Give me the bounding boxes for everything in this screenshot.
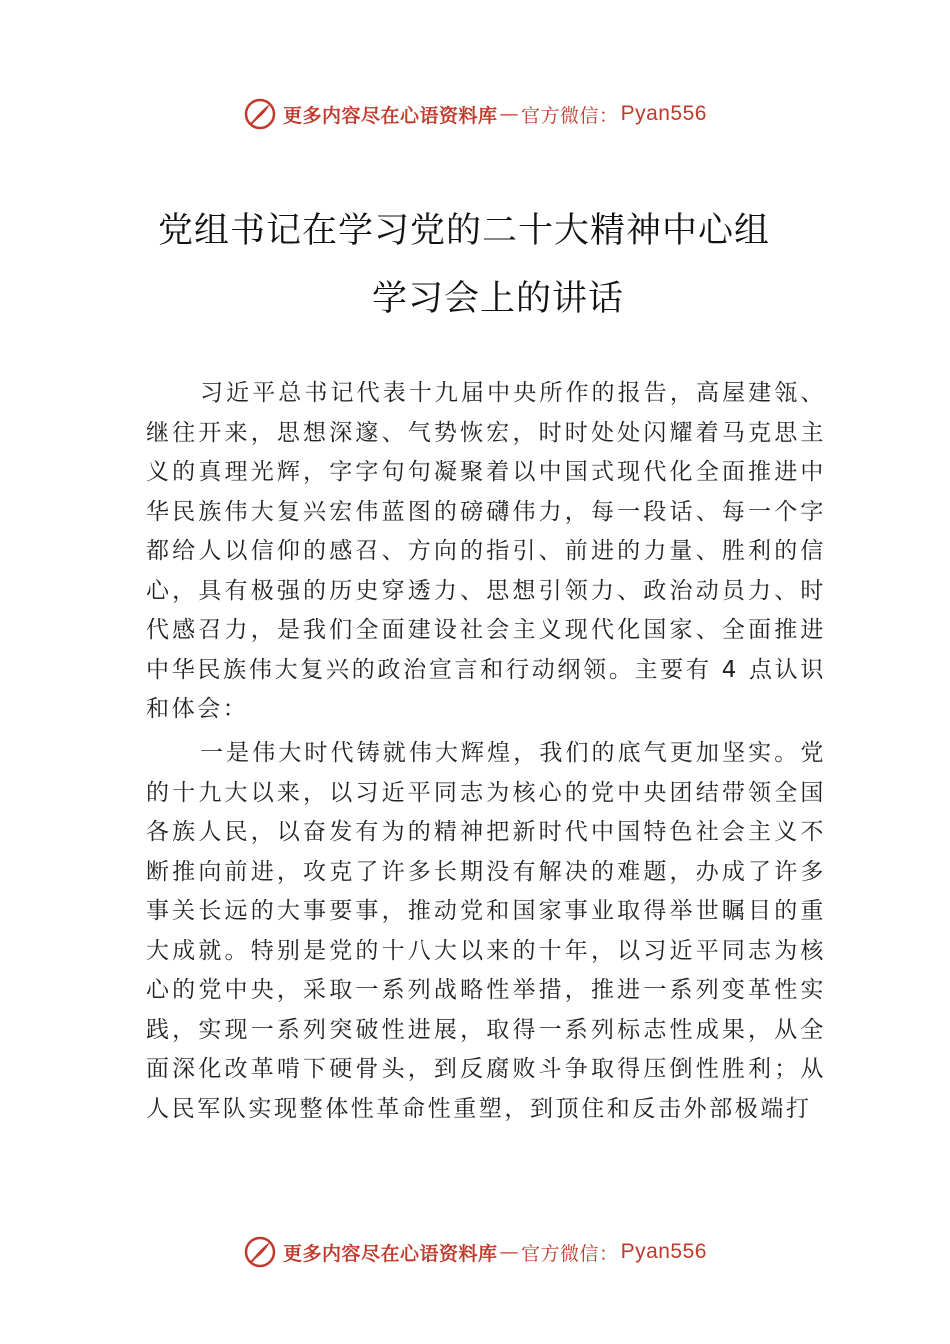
header-banner (0, 94, 950, 134)
banner-wechat-id: Pyan556 (620, 1240, 707, 1263)
feather-pen-logo-icon (243, 97, 277, 131)
banner-separator: — (499, 103, 520, 125)
banner-wechat-id: Pyan556 (620, 102, 707, 125)
banner-wechat-label: 官方微信： (521, 1242, 619, 1265)
body-paragraph-1: 习近平总书记代表十九届中央所作的报告，高屋建瓴、继往开来，思想深邃、气势恢宏，时时处处闪耀着马克思主义的真理光辉，字字句句凝聚着以中国式现代化全面推进中华民族伟大复兴宏伟蓝图的磅礴伟力，每一段话、每一个字都给人以信仰的感召、方向的指引、前进的力量、胜利的信心，具有极强的历史穿透力、思想引领力、政治动员力、时代感召力，是我们全面建设社会主义现代化国家、全面推进中华民族伟大复兴的政治宣言和行动纲领。主要有 4 点认识和体会： (146, 380, 826, 722)
body-paragraph-2: 一是伟大时代铸就伟大辉煌，我们的底气更加坚实。党的十九大以来，以习近平同志为核心的党中央团结带领全国各族人民，以奋发有为的精神把新时代中国特色社会主义不断推向前进，攻克了许多长期没有解决的难题，办成了许多事关长远的大事要事，推动党和国家事业取得举世瞩目的重大成就。特别是党的十八大以来的十年，以习近平同志为核心的党中央，采取一系列战略性举措，推进一系列变革性实践，实现一系列突破性进展，取得一系列标志性成果，从全面深化改革啃下硬骨头，到反腐败斗争取得压倒性胜利；从人民军队实现整体性革命性重塑，到顶住和反击外部极端打 (146, 740, 826, 1122)
footer-banner (0, 1232, 950, 1272)
document-title-line-1: 党组书记在学习党的二十大精神中心组 (158, 211, 771, 251)
banner-separator: — (499, 1241, 520, 1263)
banner-main-text: 更多内容尽在心语资料库 (283, 1242, 498, 1265)
banner-main-text: 更多内容尽在心语资料库 (283, 104, 498, 127)
document-title-line-2: 学习会上的讲话 (372, 279, 625, 319)
banner-wechat-label: 官方微信： (521, 104, 619, 127)
feather-pen-logo-icon (243, 1235, 277, 1269)
